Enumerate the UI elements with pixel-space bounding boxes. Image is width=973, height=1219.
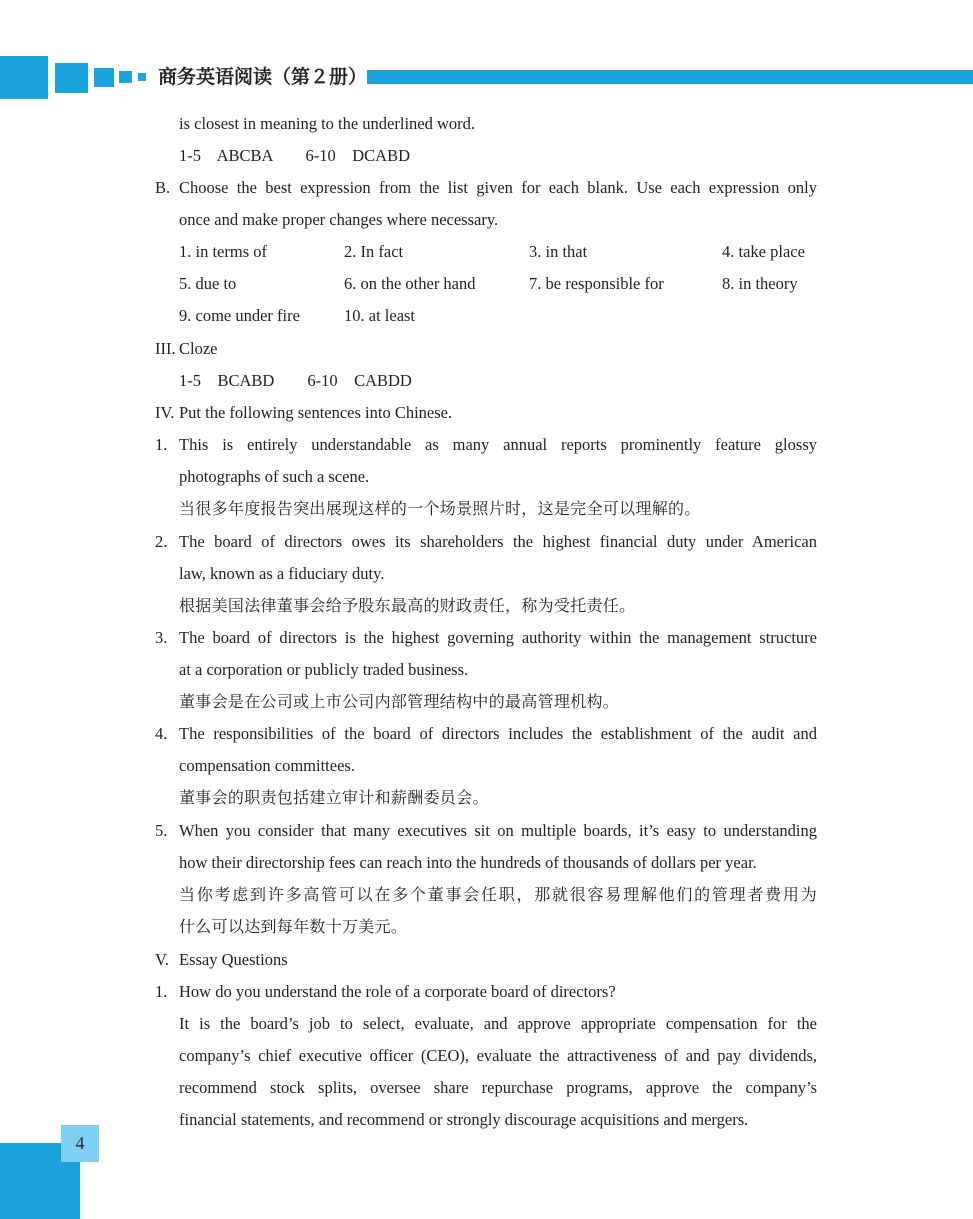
expression-option: 6. on the other hand [344,274,476,293]
sentence-en: When you consider that many executives sit on multiple boards, it’s easy to understanding [179,821,817,840]
sentence-en: The board of directors owes its shareholders the highest financial duty under American [179,532,817,551]
sentence-zh: 董事会的职责包括建立审计和薪酬委员会。 [179,788,489,807]
sentence-en-cont: compensation committees. [179,756,355,775]
section-iii-label: III. [155,339,176,358]
sentence-en-cont: photographs of such a scene. [179,467,370,486]
header-square-medium [55,63,88,93]
sentence-zh: 当你考虑到许多高管可以在多个董事会任职，那就很容易理解他们的管理者费用为 [179,885,817,904]
section-v-title: Essay Questions [179,950,288,969]
page-number: 4 [61,1125,99,1162]
header-square-tiny [119,71,132,83]
sentence-zh: 根据美国法律董事会给予股东最高的财政责任，称为受托责任。 [179,596,636,615]
header-bar [367,70,973,84]
sentence-en: The responsibilities of the board of directors includes the establishment of the audit and [179,724,817,743]
header-square-dot [138,73,146,81]
sentence-en-cont: law, known as a fiduciary duty. [179,564,385,583]
expression-option: 4. take place [722,242,805,261]
text-line: is closest in meaning to the underlined word. [179,114,476,133]
answer-key-a: 1-5 ABCBA 6-10 DCABD [179,146,411,165]
sentence-en: The board of directors is the highest governing authority within the management structure [179,628,817,647]
section-iii-title: Cloze [179,339,218,358]
expression-option: 2. In fact [344,242,404,261]
sentence-zh: 董事会是在公司或上市公司内部管理结构中的最高管理机构。 [179,692,620,711]
item-number: 1. [155,435,168,454]
expression-option: 9. come under fire [179,306,300,325]
header-square-small [94,68,114,87]
section-b-instruction-cont: once and make proper changes where necessary. [179,210,499,229]
item-number: 1. [155,982,168,1001]
expression-option: 7. be responsible for [529,274,664,293]
item-number: 2. [155,532,168,551]
expression-option: 3. in that [529,242,588,261]
header-square-large [0,56,48,99]
sentence-en-cont: how their directorship fees can reach into the hundreds of thousands of dollars per year. [179,853,757,872]
section-iv-title: Put the following sentences into Chinese. [179,403,453,422]
sentence-en: This is entirely understandable as many annual reports prominently feature glossy [179,435,817,454]
essay-question: How do you understand the role of a corporate board of directors? [179,982,616,1001]
section-b-label: B. [155,178,171,197]
section-iv-label: IV. [155,403,175,422]
section-v-label: V. [155,950,169,969]
essay-answer: recommend stock splits, oversee share repurchase programs, approve the company’s [179,1078,817,1097]
item-number: 4. [155,724,168,743]
sentence-zh: 当很多年度报告突出展现这样的一个场景照片时，这是完全可以理解的。 [179,499,701,518]
item-number: 5. [155,821,168,840]
section-b-instruction: Choose the best expression from the list given for each blank. Use each expression only [179,178,817,197]
expression-option: 5. due to [179,274,237,293]
book-title: 商务英语阅读（第２册） [158,66,368,88]
sentence-en-cont: at a corporation or publicly traded business. [179,660,469,679]
expression-option: 10. at least [344,306,416,325]
answer-key-cloze: 1-5 BCABD 6-10 CABDD [179,371,412,390]
sentence-zh-cont: 什么可以达到每年数十万美元。 [179,917,408,936]
expression-option: 8. in theory [722,274,798,293]
item-number: 3. [155,628,168,647]
expression-option: 1. in terms of [179,242,267,261]
essay-answer: company’s chief executive officer (CEO), evaluate the attractiveness of and pay dividends, [179,1046,817,1065]
essay-answer: financial statements, and recommend or strongly discourage acquisitions and mergers. [179,1110,749,1129]
essay-answer: It is the board’s job to select, evaluate, and approve appropriate compensation for the [179,1014,817,1033]
